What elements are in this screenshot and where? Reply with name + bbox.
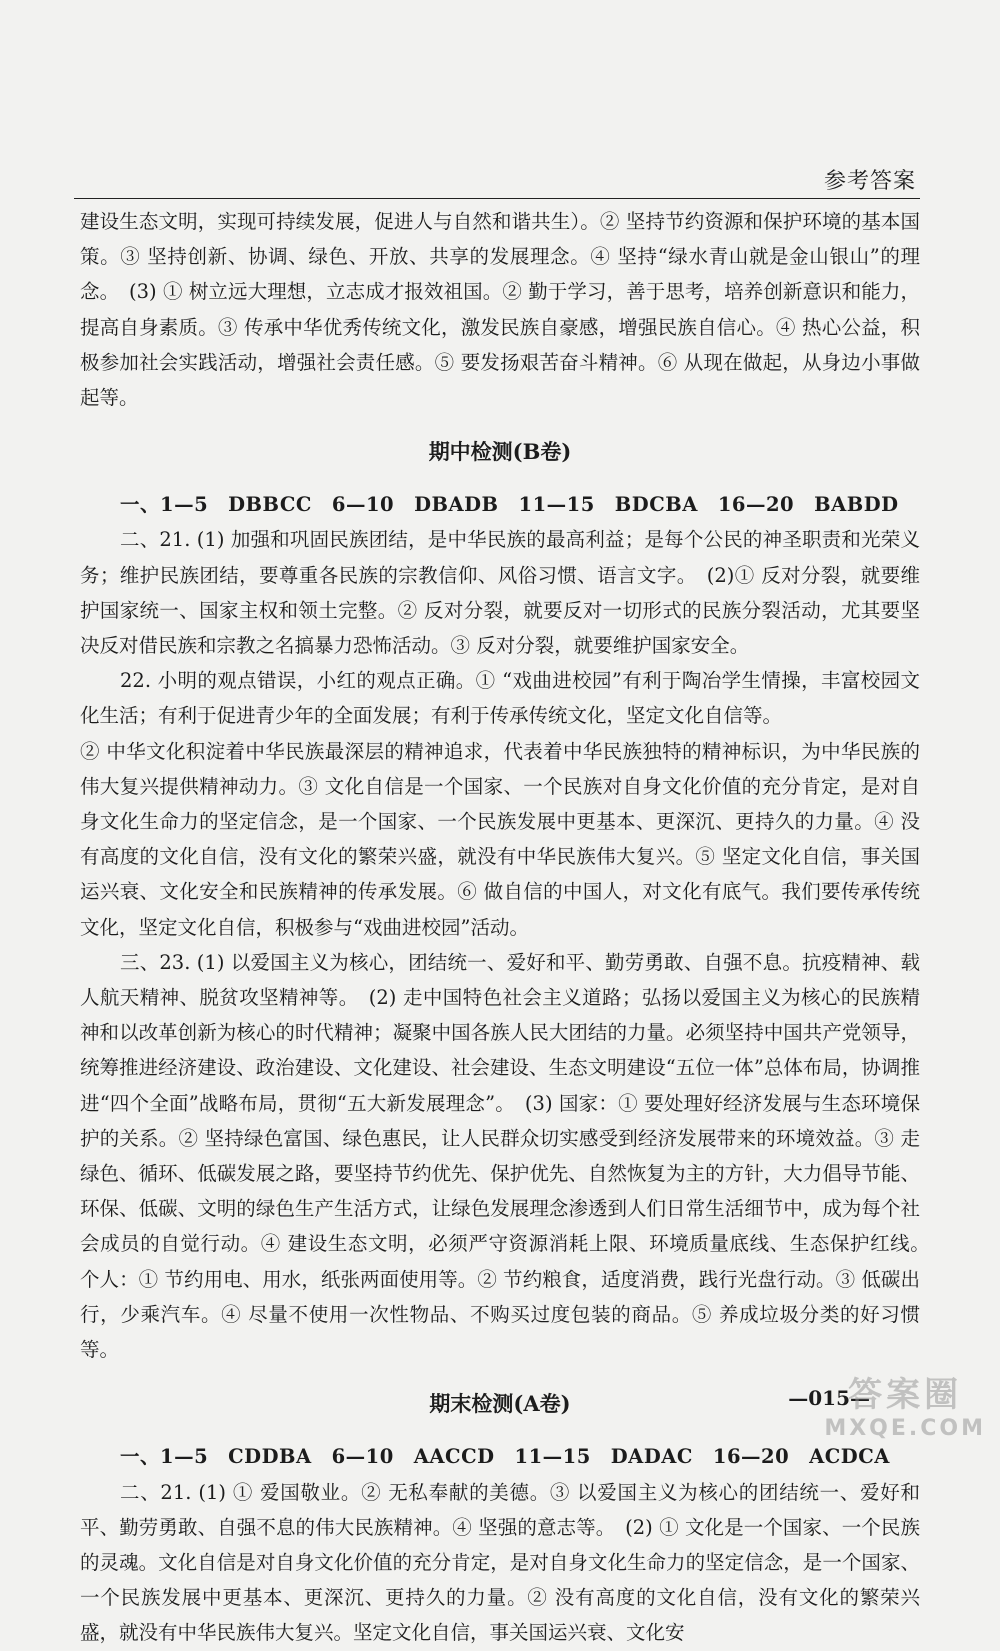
page-number: —015— (788, 1386, 870, 1410)
section-b-q22-part2: ② 中华文化积淀着中华民族最深层的精神追求，代表着中华民族独特的精神标识，为中华民族的伟大复兴提供精神动力。③ 文化自信是一个国家、一个民族对自身文化价值的充分肯定，是对自身文化生命力的坚定信念，是一个国家、一个民族发展中更基本、更深沉、更持久的力量。④ 没有高度的文化自信，没有文化的繁荣兴盛，就没有中华民族伟大复兴。⑤ 坚定文化自信，事关国运兴衰、文化安全和民族精神的传承发展。⑥ 做自信的中国人，对文化有底气。我们要传承传统文化，坚定文化自信，积极参与“戏曲进校园”活动。 (80, 739, 920, 939)
header-rule (74, 198, 920, 199)
watermark-domain: MXQE.COM (824, 1416, 986, 1441)
section-b-title: 期中检测(B卷) (428, 439, 572, 465)
section-a-choice-answers: 一、1—5 CDDBA 6—10 AACCD 11—15 DADAC 16—20 ACDCA (120, 1445, 890, 1469)
page-body (80, 204, 940, 1651)
section-b-q21: 二、21. (1) 加强和巩固民族团结，是中华民族的最高利益；是每个公民的神圣职责和光荣义务；维护民族团结，要尊重各民族的宗教信仰、风俗习惯、语言文字。 (2)① 反对分裂，就要维护国家统一、国家主权和领土完整。② 反对分裂，就要反对一切形式的民族分裂活动，尤其要坚决反对借民族和宗教之名搞暴力恐怖活动。③ 反对分裂，就要维护国家安全。 (80, 528, 920, 658)
section-a-q21: 二、21. (1) ① 爱国敬业。② 无私奉献的美德。③ 以爱国主义为核心的团结统一、爱好和平、勤劳勇敢、自强不息的伟大民族精神。④ 坚强的意志等。 (2) ① 文化是一个国家、一个民族的灵魂。文化自信是对自身文化价值的充分肯定，是对自身文化生命力的坚定信念，是一个国家、一个民族发展中更基本、更深沉、更持久的力量。② 没有高度的文化自信，没有文化的繁荣兴盛，就没有中华民族伟大复兴。坚定文化自信，事关国运兴衰、文化安 (80, 1480, 920, 1645)
section-b-q22-part1: 22. 小明的观点错误，小红的观点正确。① “戏曲进校园”有利于陶冶学生情操，丰富校园文化生活；有利于促进青少年的全面发展；有利于传承传统文化，坚定文化自信等。 (80, 669, 920, 728)
site-watermark (824, 1367, 986, 1441)
section-b-q23: 三、23. (1) 以爱国主义为核心，团结统一、爱好和平、勤劳勇敢、自强不息。抗疫精神、载人航天精神、脱贫攻坚精神等。 (2) 走中国特色社会主义道路；弘扬以爱国主义为核心的民族精神和以改革创新为核心的时代精神；凝聚中国各族人民大团结的力量。必须坚持中国共产党领导，统筹推进经济建设、政治建设、文化建设、社会建设、生态文明建设“五位一体”总体布局，协调推进“四个全面”战略布局，贯彻“五大新发展理念”。 (3) 国家：① 要处理好经济发展与生态环境保护的关系。② 坚持绿色富国、绿色惠民，让人民群众切实感受到经济发展带来的环境效益。③ 走绿色、循环、低碳发展之路，要坚持节约优先、保护优先、自然恢复为主的方针，大力倡导节能、环保、低碳、文明的绿色生产生活方式，让绿色发展理念渗透到人们日常生活细节中，成为每个社会成员的自觉行动。④ 建设生态文明，必须严守资源消耗上限、环境质量底线、生态保护红线。 个人：① 节约用电、用水，纸张两面使用等。② 节约粮食，适度消费，践行光盘行动。③ 低碳出行，少乘汽车。④ 尽量不使用一次性物品、不购买过度包装的商品。⑤ 养成垃圾分类的好习惯等。 (80, 950, 940, 1362)
section-b-choice-answers: 一、1—5 DBBCC 6—10 DBADB 11—15 BDCBA 16—20 BABDD (120, 493, 899, 517)
section-a-title: 期末检测(A卷) (429, 1391, 571, 1417)
watermark-logo-text: 答案圈 (848, 1375, 963, 1415)
page-header-title: 参考答案 (823, 169, 916, 194)
intro-paragraph: 建设生态文明，实现可持续发展，促进人与自然和谐共生）。② 坚持节约资源和保护环境的基本国策。③ 坚持创新、协调、绿色、开放、共享的发展理念。④ 坚持“绿水青山就是金山银山”的理念。 (3) ① 树立远大理想，立志成才报效祖国。② 勤于学习，善于思考，培养创新意识和能力，提高自身素质。③ 传承中华优秀传统文化，激发民族自豪感，增强民族自信心。④ 热心公益，积极参加社会实践活动，增强社会责任感。⑤ 要发扬艰苦奋斗精神。⑥ 从现在做起，从身边小事做起等。 (80, 210, 920, 410)
